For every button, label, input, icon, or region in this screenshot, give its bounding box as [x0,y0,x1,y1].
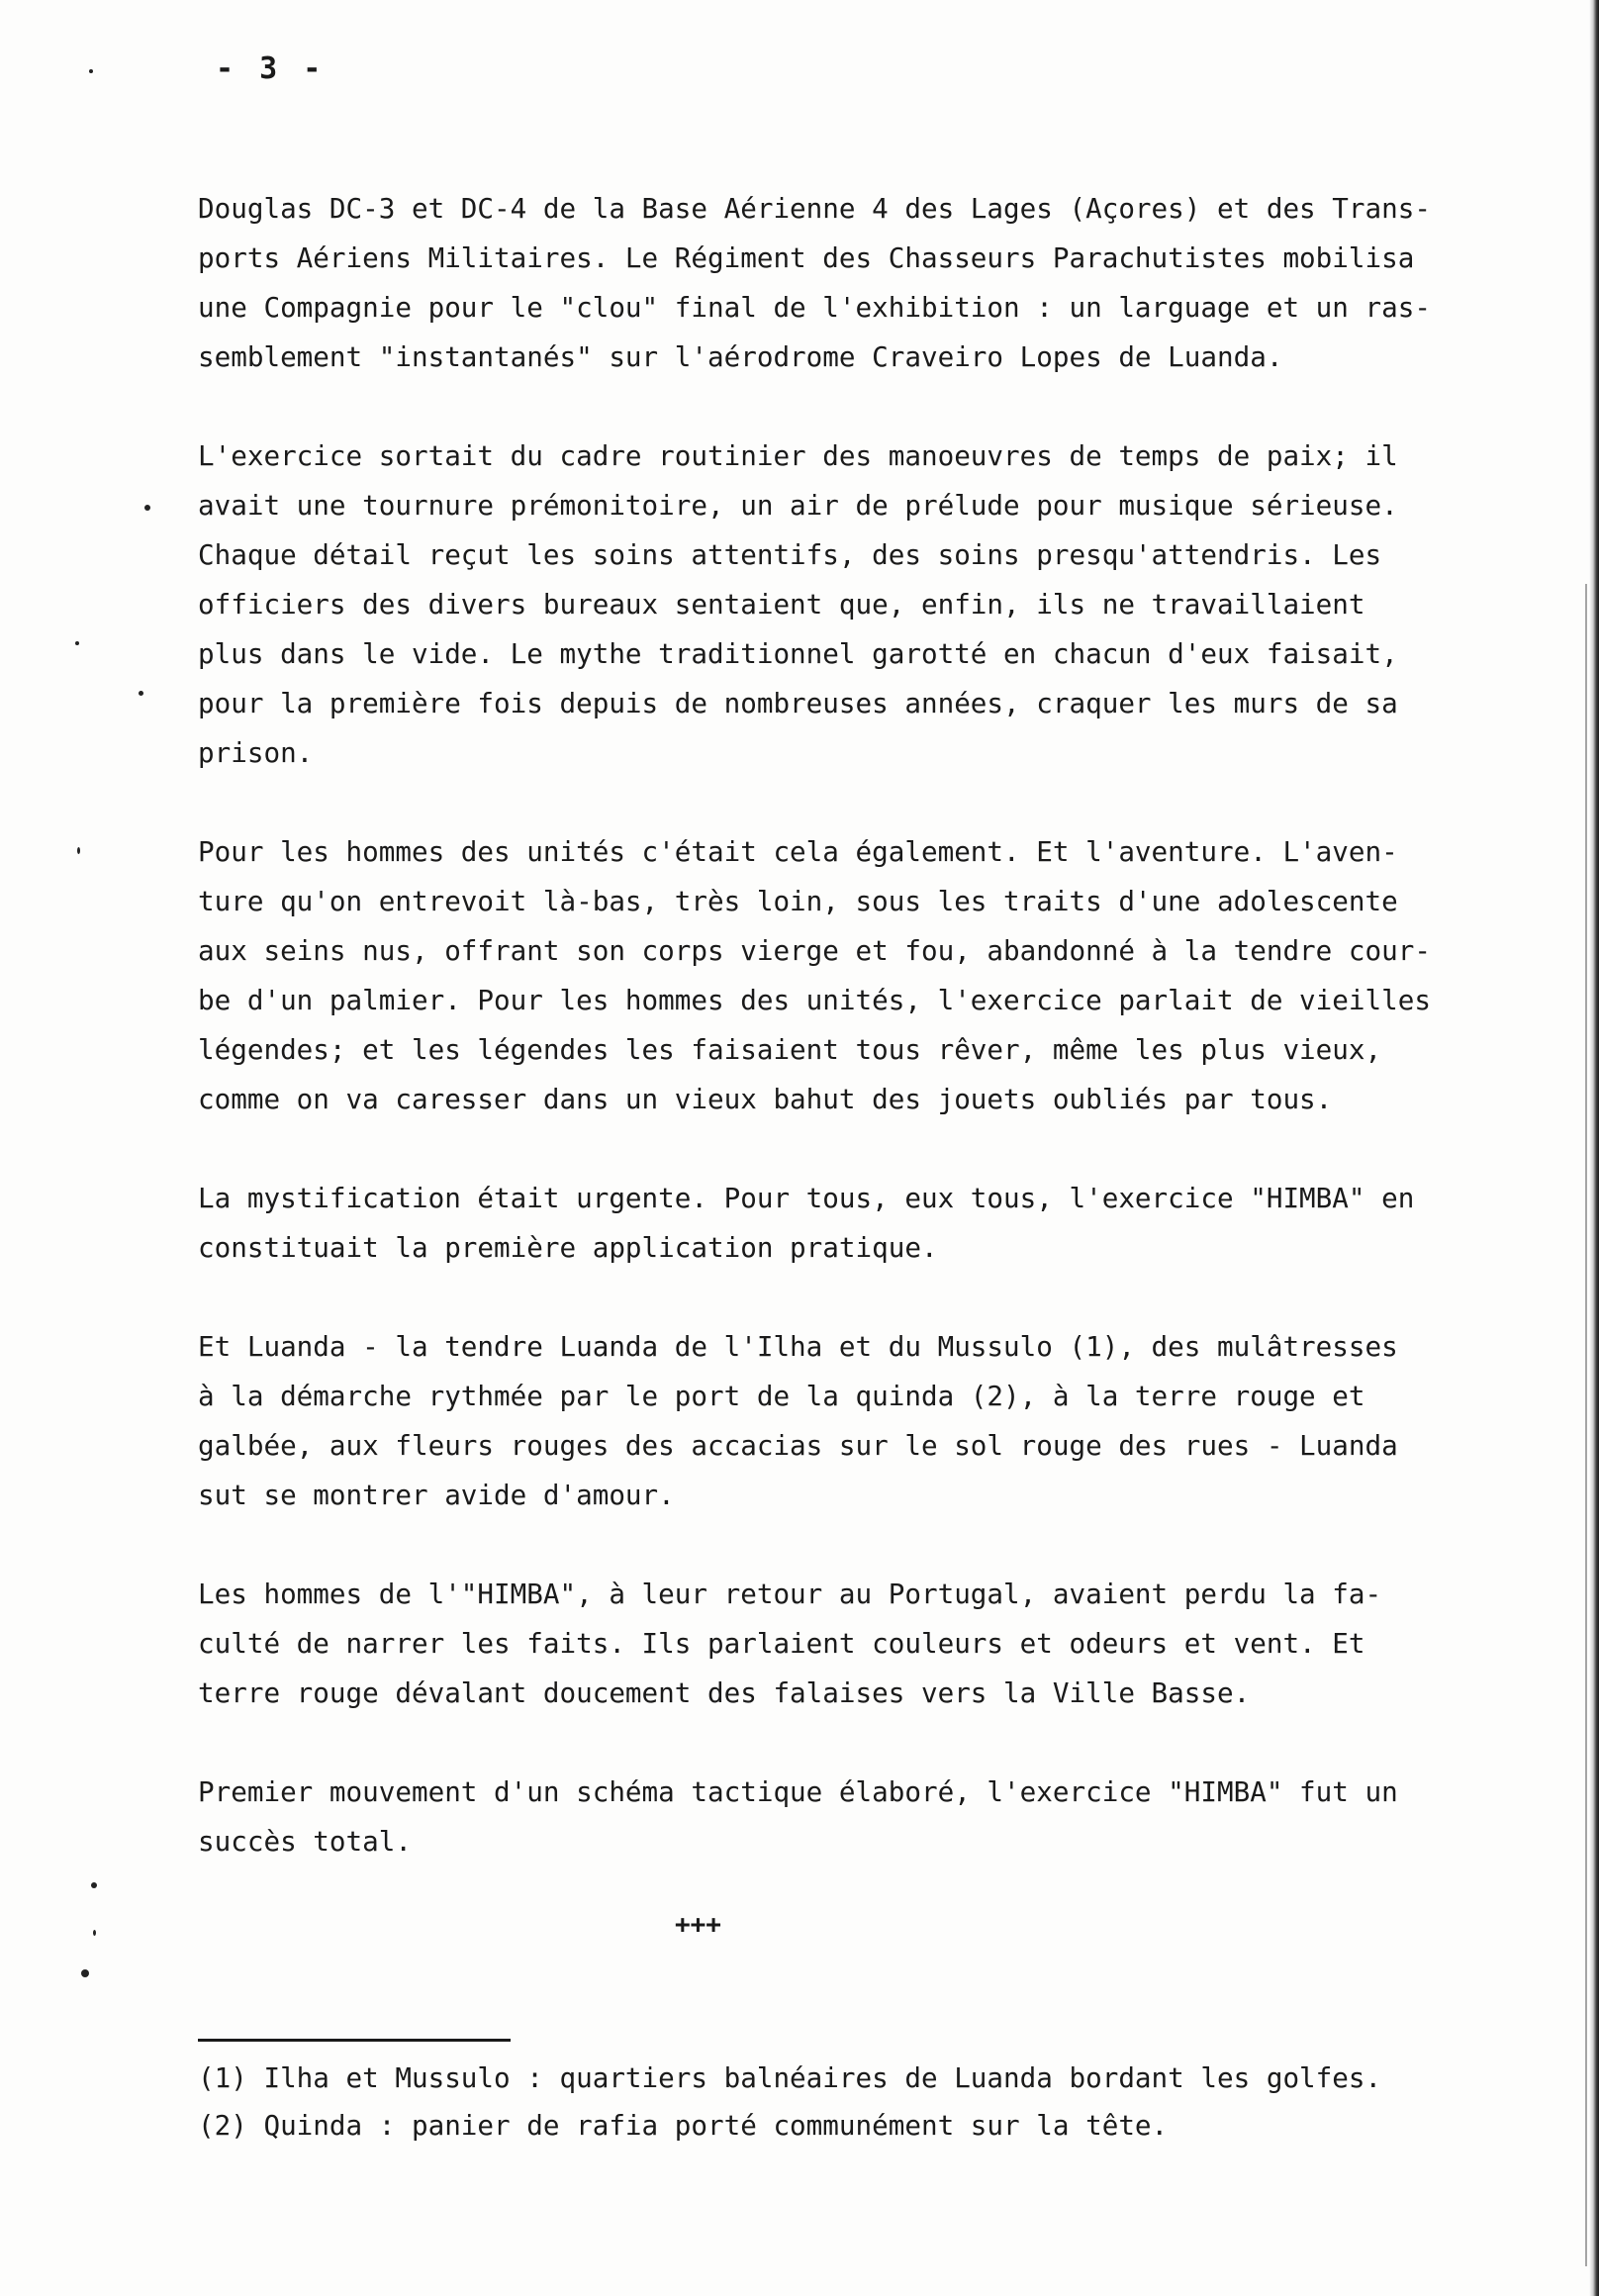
footnote: (1) Ilha et Mussulo : quartiers balnéaires de Luanda bordant les golfes. [198,2061,1382,2094]
body-text [198,184,1563,1916]
text-line: à la démarche rythmée par le port de la quinda (2), à la terre rouge et [198,1380,1365,1412]
page-edge-line [1585,584,1587,2266]
text-line: légendes; et les légendes les faisaient tous rêver, même les plus vieux, [198,1033,1382,1066]
text-line: be d'un palmier. Pour les hommes des unités, l'exercice parlait de vieilles [198,984,1431,1016]
page-edge-shadow [1589,0,1599,2296]
paragraph [198,1322,1563,1520]
text-line: aux seins nus, offrant son corps vierge et fou, abandonné à la tendre cour- [198,934,1431,967]
text-line: Les hommes de l'"HIMBA", à leur retour au Portugal, avaient perdu la fa- [198,1578,1382,1610]
text-line: comme on va caresser dans un vieux bahut des jouets oubliés par tous. [198,1083,1333,1115]
text-line: galbée, aux fleurs rouges des accacias sur le sol rouge des rues - Luanda [198,1429,1398,1462]
text-line: Chaque détail reçut les soins attentifs, des soins presqu'attendris. Les [198,538,1382,571]
scan-speck [89,69,93,73]
text-line: L'exercice sortait du cadre routinier des manoeuvres de temps de paix; il [198,439,1398,472]
text-line: sut se montrer avide d'amour. [198,1479,675,1511]
text-line: une Compagnie pour le "clou" final de l'exhibition : un larguage et un ras- [198,291,1431,324]
text-line: Et Luanda - la tendre Luanda de l'Ilha et du Mussulo (1), des mulâtresses [198,1330,1398,1363]
paragraph [198,184,1563,382]
scan-speck [93,1930,96,1936]
footnote: (2) Quinda : panier de rafia porté communément sur la tête. [198,2109,1169,2142]
text-line: plus dans le vide. Le mythe traditionnel garotté en chacun d'eux faisait, [198,637,1398,670]
scan-speck [139,691,143,696]
paragraph [198,827,1563,1124]
paragraph [198,1570,1563,1718]
text-line: La mystification était urgente. Pour tous, eux tous, l'exercice "HIMBA" en [198,1182,1415,1214]
scan-speck [144,505,150,511]
text-line: pour la première fois depuis de nombreuses années, craquer les murs de sa [198,687,1398,719]
text-line: constituait la première application pratique. [198,1231,938,1264]
text-line: ture qu'on entrevoit là-bas, très loin, sous les traits d'une adolescente [198,885,1398,917]
text-line: terre rouge dévalant doucement des falaises vers la Ville Basse. [198,1676,1251,1709]
text-line: ports Aériens Militaires. Le Régiment des Chasseurs Parachutistes mobilisa [198,241,1415,274]
text-line: culté de narrer les faits. Ils parlaient couleurs et odeurs et vent. Et [198,1627,1365,1660]
scan-speck [81,1969,89,1977]
scan-speck [91,1882,97,1888]
page-number: - 3 - [216,51,326,86]
text-line: Pour les hommes des unités c'était cela également. Et l'aventure. L'aven- [198,835,1398,868]
text-line: avait une tournure prémonitoire, un air de prélude pour musique sérieuse. [198,489,1398,522]
text-line: Douglas DC-3 et DC-4 de la Base Aérienne 4 des Lages (Açores) et des Trans- [198,192,1431,225]
section-separator: +++ [675,1910,721,1940]
paragraph [198,431,1563,778]
footnotes [198,2055,1563,2150]
footnote-rule [198,2039,511,2042]
scan-speck [75,641,79,645]
paragraph [198,1174,1563,1273]
text-line: Premier mouvement d'un schéma tactique élaboré, l'exercice "HIMBA" fut un [198,1775,1398,1808]
text-line: prison. [198,736,314,769]
scan-speck [77,847,80,854]
text-line: succès total. [198,1825,412,1858]
text-line: semblement "instantanés" sur l'aérodrome Craveiro Lopes de Luanda. [198,340,1283,373]
text-line: officiers des divers bureaux sentaient que, enfin, ils ne travaillaient [198,588,1365,621]
paragraph [198,1768,1563,1866]
